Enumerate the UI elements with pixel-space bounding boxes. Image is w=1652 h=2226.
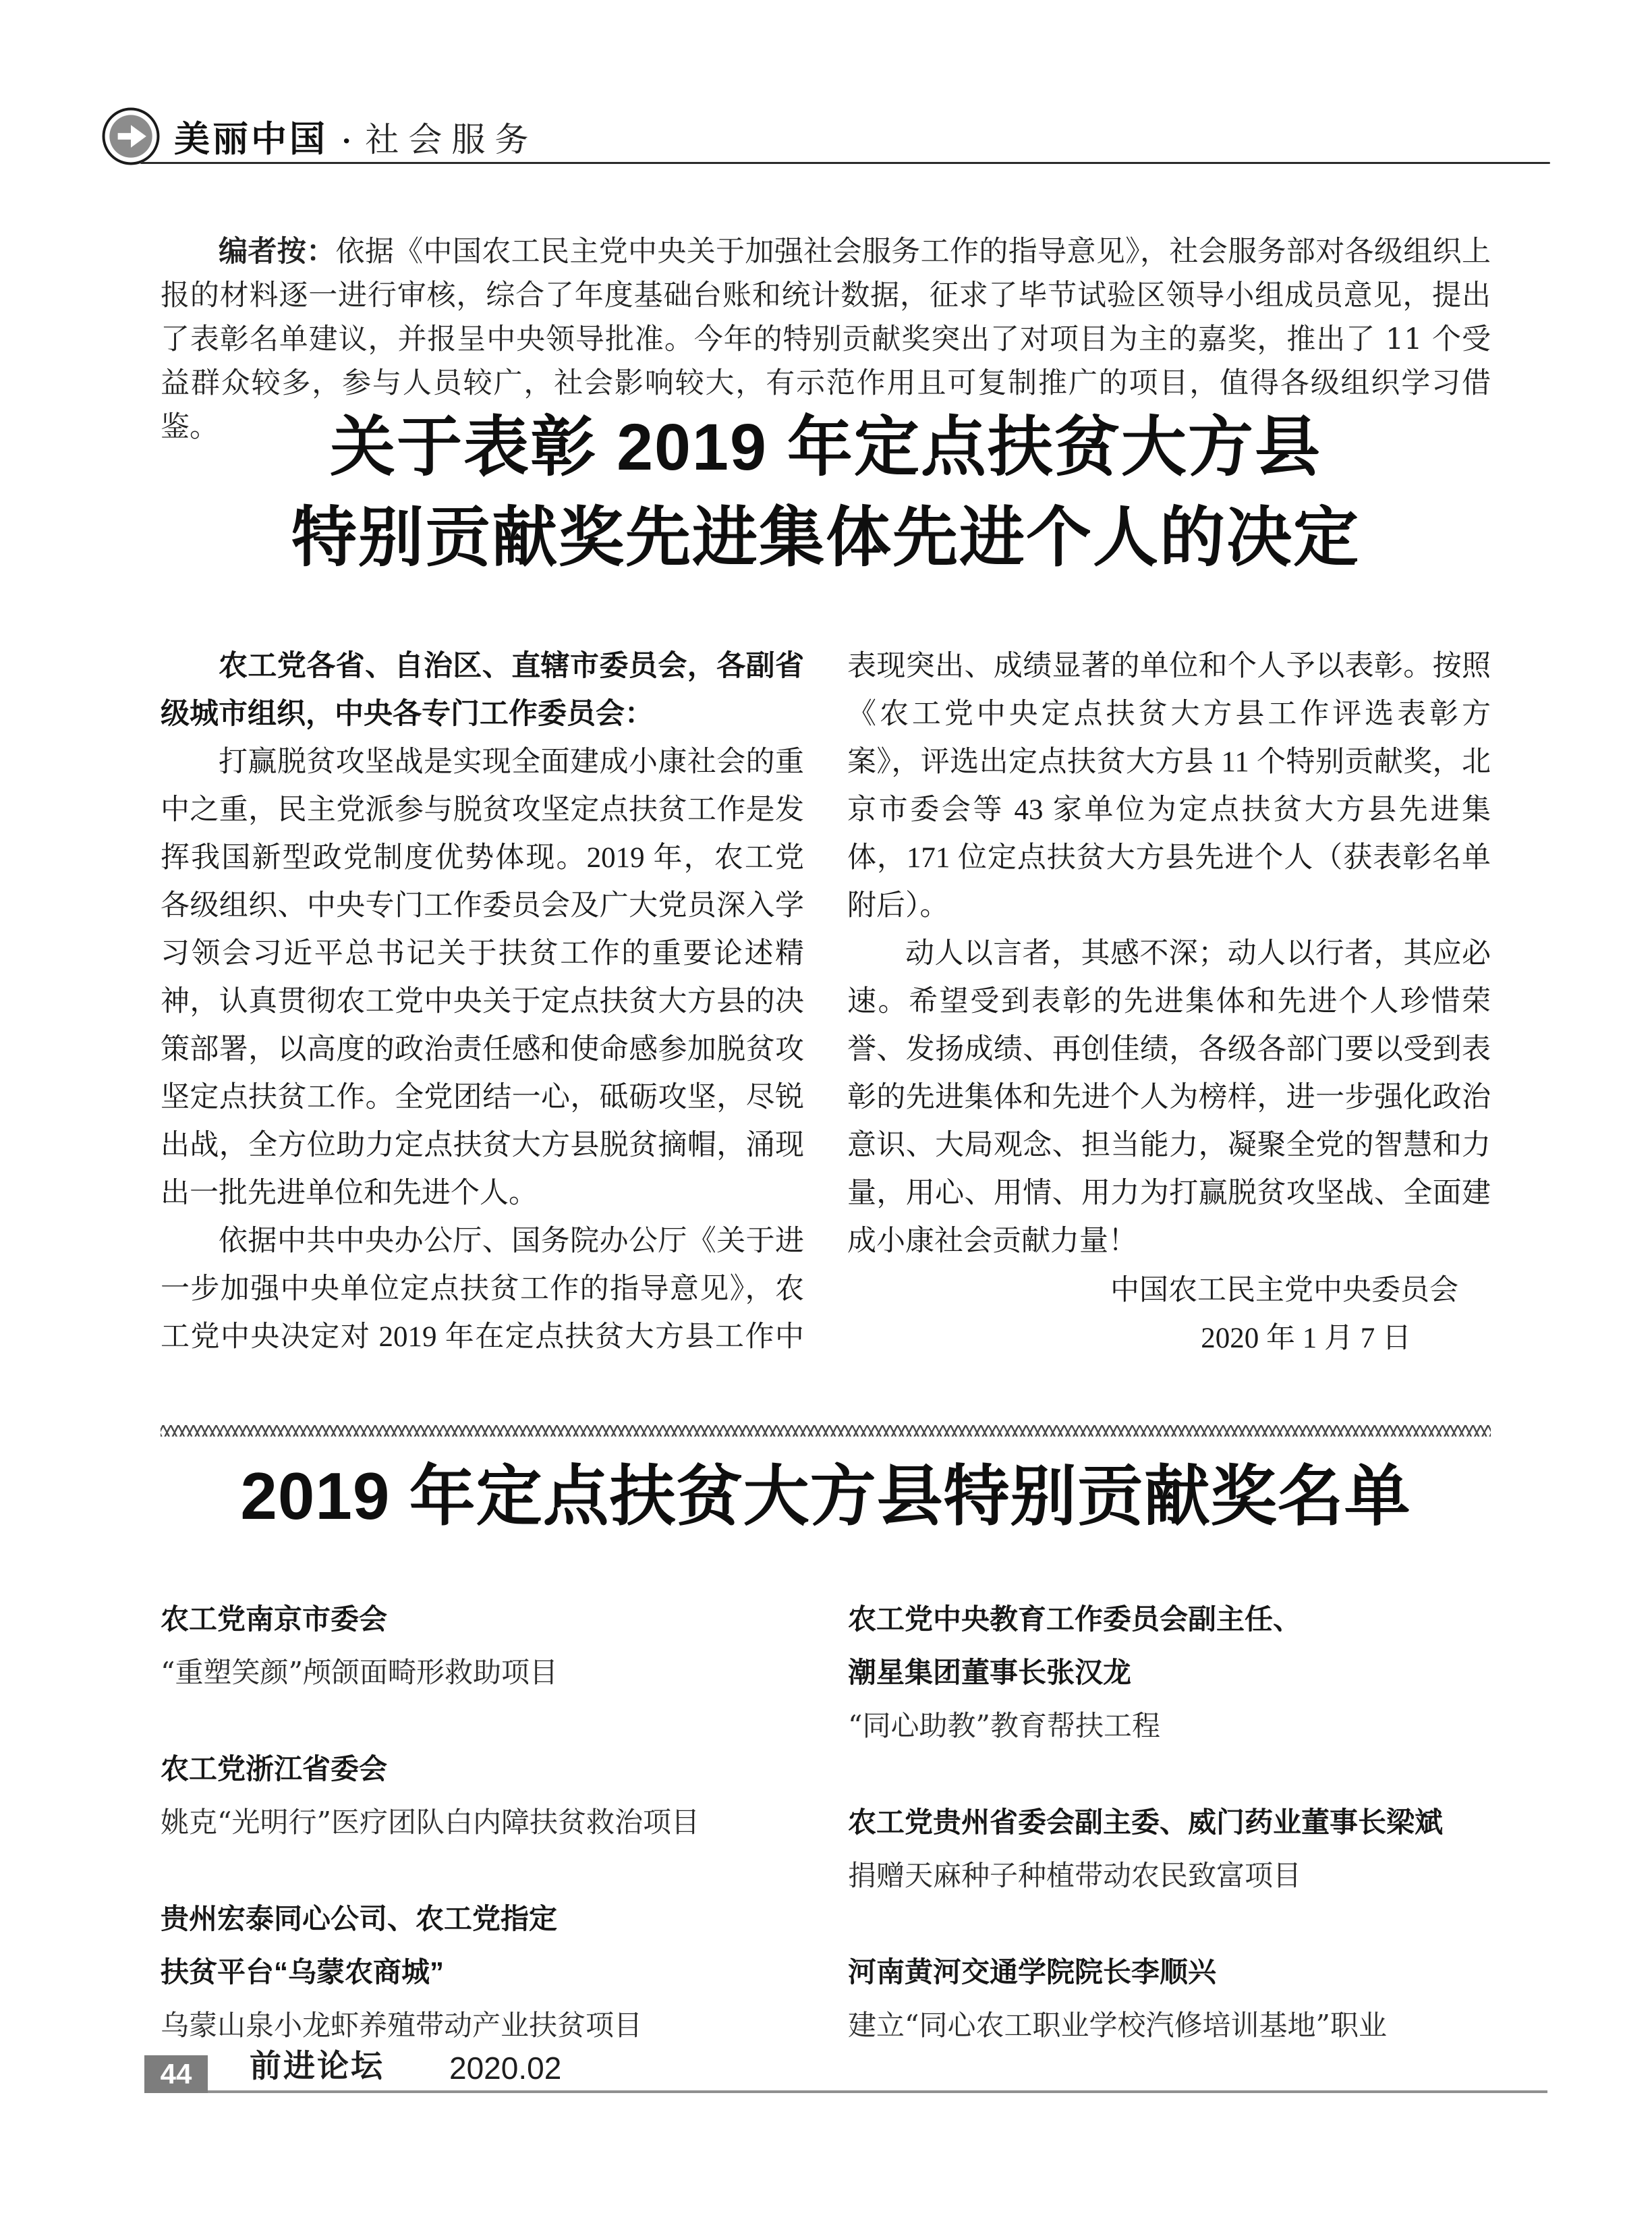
page-header bbox=[101, 107, 1550, 171]
article-paragraph: 打赢脱贫攻坚战是实现全面建成小康社会的重中之重，民主党派参与脱贫攻坚定点扶贫工作是发挥我国新型政党制度优势体现。2019 年，农工党各级组织、中央专门工作委员会及广大党员深入学习领会习近平总书记关于扶贫工作的重要论述精神，认真贯彻农工党中央关于定点扶贫大方县的决策部署，以高度的政治责任感和使命感参加脱贫攻坚定点扶贫工作。全党团结一心，砥砺攻坚，尽锐出战，全方位助力定点扶贫大方县脱贫摘帽，涌现出一批先进单位和先进个人。 bbox=[161, 746, 804, 1209]
award-project: 姚克“光明行”医疗团队白内障扶贫救治项目 bbox=[161, 1806, 700, 1839]
page-number-badge: 44 bbox=[144, 2055, 208, 2093]
column-name: 美丽中国 bbox=[174, 119, 328, 159]
header-rule bbox=[140, 162, 1550, 164]
award-recipient: 农工党浙江省委会 bbox=[161, 1753, 388, 1785]
award-item bbox=[848, 1796, 1491, 1902]
award-recipient: 农工党贵州省委会副主委、威门药业董事长梁斌 bbox=[848, 1806, 1444, 1838]
award-recipient: 潮星集团董事长张汉龙 bbox=[848, 1657, 1132, 1688]
award-item bbox=[161, 1742, 801, 1849]
page-footer bbox=[144, 2048, 1547, 2093]
arrow-right-icon bbox=[101, 107, 161, 166]
article-date: 2020 年 1 月 7 日 bbox=[1201, 1323, 1411, 1354]
footer-rule bbox=[205, 2090, 1547, 2093]
article-title-line-1: 关于表彰 2019 年定点扶贫大方县 bbox=[330, 410, 1321, 484]
award-recipient: 贵州宏泰同心公司、农工党指定 bbox=[161, 1903, 558, 1935]
issue-number: 2020.02 bbox=[449, 2051, 562, 2086]
editor-note-lead: 编者按： bbox=[219, 235, 336, 269]
award-list-title: 2019 年定点扶贫大方县特别贡献奖名单 bbox=[240, 1459, 1411, 1533]
section-breadcrumb bbox=[174, 111, 538, 162]
article-paragraph: 依据中共中央办公厅、国务院办公厅《关于进一步加强中央单位定点扶贫工作的指导意见》，农工党中央决定对 2019 年在定点扶贫大方县工作中表现突出、成绩显著的单位和个人予以表彰。按照《农工党中央定点扶贫大方县工作评选表彰方案》，评选出定点扶贫大方县 11 个特别贡献奖，北京市委会等 43 家单位为定点扶贫大方县先进集体，171 位定点扶贫大方县先进个人（获表彰名单附后）。 bbox=[161, 650, 1491, 1353]
award-recipient: 河南黄河交通学院院长李顺兴 bbox=[848, 1956, 1217, 1988]
article-salutation: 农工党各省、自治区、直辖市委员会，各副省级城市组织，中央各专门工作委员会： bbox=[161, 650, 804, 730]
award-item bbox=[161, 1892, 801, 2052]
section-name: 社会服务 bbox=[365, 120, 538, 159]
award-project: 建立“同心农工职业学校汽修培训基地”职业 bbox=[848, 2009, 1387, 2042]
award-item bbox=[848, 1592, 1491, 1752]
award-project: 乌蒙山泉小龙虾养殖带动产业扶贫项目 bbox=[161, 2009, 643, 2042]
award-list-left-column bbox=[161, 1592, 801, 2095]
zigzag-divider bbox=[161, 1425, 1491, 1437]
editor-note-body: 依据《中国农工民主党中央关于加强社会服务工作的指导意见》，社会服务部对各级组织上报的材料逐一进行审核，综合了年度基础台账和统计数据，征求了毕节试验区领导小组成员意见，提出了表彰名单建议，并报呈中央领导批准。今年的特别贡献奖突出了对项目为主的嘉奖，推出了 11 个受益群众较多，参与人员较广，社会影响较大，有示范作用且可复制推广的项目，值得各级组织学习借鉴。 bbox=[161, 235, 1491, 444]
article-signature: 中国农工民主党中央委员会 bbox=[1110, 1275, 1458, 1306]
article-paragraph: 动人以言者，其感不深；动人以行者，其应必速。希望受到表彰的先进集体和先进个人珍惜荣誉、发扬成绩、再创佳绩，各级各部门要以受到表彰的先进集体和先进个人为榜样，进一步强化政治意识、大局观念、担当能力，凝聚全党的智慧和力量，用心、用情、用力为打赢脱贫攻坚战、全面建成小康社会贡献力量！ bbox=[847, 938, 1491, 1257]
award-item bbox=[161, 1592, 801, 1699]
award-project: “重塑笑颜”颅颌面畸形救助项目 bbox=[161, 1656, 558, 1689]
award-item bbox=[848, 1945, 1491, 2052]
article-title-line-2: 特别贡献奖先进集体先进个人的决定 bbox=[291, 501, 1360, 574]
award-recipient: 农工党中央教育工作委员会副主任、 bbox=[848, 1603, 1302, 1635]
award-recipient: 农工党南京市委会 bbox=[161, 1603, 388, 1635]
award-recipient: 扶贫平台“乌蒙农商城” bbox=[161, 1956, 445, 1988]
award-list-right-column bbox=[848, 1592, 1491, 2095]
award-project: 捐赠天麻种子种植带动农民致富项目 bbox=[848, 1859, 1302, 1892]
journal-name: 前进论坛 bbox=[250, 2048, 384, 2084]
award-project: “同心助教”教育帮扶工程 bbox=[848, 1709, 1160, 1742]
article-title bbox=[161, 402, 1491, 583]
article-body bbox=[161, 642, 1491, 1390]
separator-dot: · bbox=[341, 123, 352, 158]
